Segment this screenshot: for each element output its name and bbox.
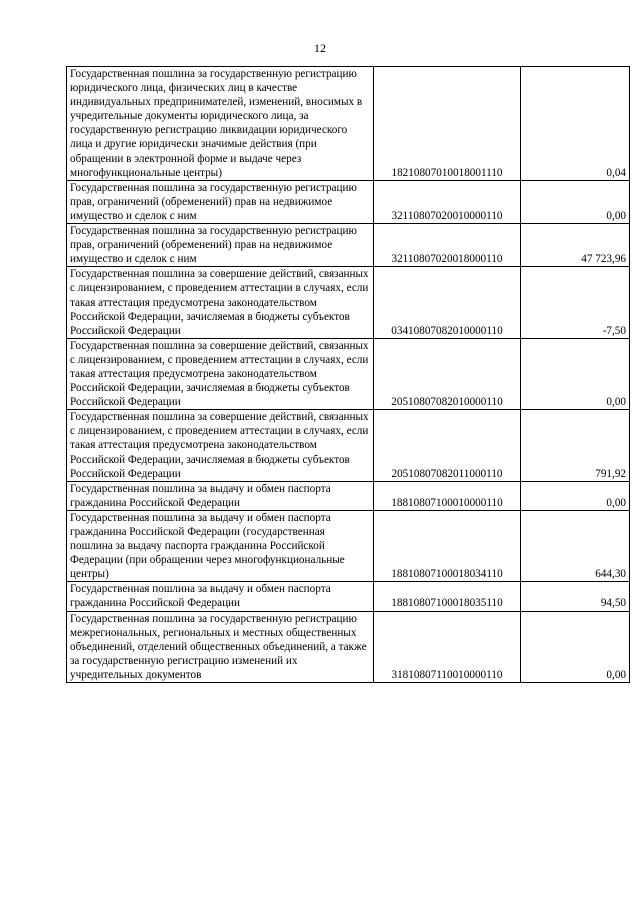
row-description: Государственная пошлина за государственную регистрацию прав, ограничений (обременений) прав на недвижимое имущество и сделок с ним [67, 224, 374, 267]
row-description: Государственная пошлина за выдачу и обмен паспорта гражданина Российской Федерации [67, 481, 374, 510]
table-row [67, 582, 630, 611]
row-description: Государственная пошлина за совершение действий, связанных с лицензированием, с проведением аттестации в случаях, если такая аттестация предусмотрена законодательством Российской Федерации, зачисляемая в бюджеты субъектов Российской Федерации [67, 267, 374, 338]
table-row [67, 338, 630, 409]
row-description: Государственная пошлина за совершение действий, связанных с лицензированием, с проведением аттестации в случаях, если такая аттестация предусмотрена законодательством Российской Федерации, зачисляемая в бюджеты субъектов Российской Федерации [67, 338, 374, 409]
table-row [67, 611, 630, 682]
row-description: Государственная пошлина за выдачу и обмен паспорта гражданина Российской Федерации [67, 582, 374, 611]
row-code: 20510807082010000110 [374, 338, 521, 409]
row-description: Государственная пошлина за совершение действий, связанных с лицензированием, с проведением аттестации в случаях, если такая аттестация предусмотрена законодательством Российской Федерации, зачисляемая в бюджеты субъектов Российской Федерации [67, 410, 374, 481]
row-amount: 0,00 [521, 180, 630, 223]
row-description: Государственная пошлина за государственную регистрацию прав, ограничений (обременений) прав на недвижимое имущество и сделок с ним [67, 180, 374, 223]
row-amount: 0,00 [521, 481, 630, 510]
row-amount: 94,50 [521, 582, 630, 611]
row-code: 20510807082011000110 [374, 410, 521, 481]
row-description: Государственная пошлина за государственную регистрацию юридического лица, физических лиц в качестве индивидуальных предпринимателей, изменений, вносимых в учредительные документы юридического лица, за государственную регистрацию ликвидации юридического лица и другие юридически значимые действия (при обращении в электронной форме и выдаче через многофункциональные центры) [67, 67, 374, 181]
table-row [67, 224, 630, 267]
row-description: Государственная пошлина за государственную регистрацию межрегиональных, региональных и местных общественных объединений, отделений общественных объединений, а также за государственную регистрацию изменений их учредительных документов [67, 611, 374, 682]
row-amount: -7,50 [521, 267, 630, 338]
row-amount: 0,00 [521, 338, 630, 409]
table-row [67, 481, 630, 510]
row-code: 18810807100010000110 [374, 481, 521, 510]
revenue-table [66, 66, 630, 683]
table-row [67, 410, 630, 481]
table-row [67, 180, 630, 223]
row-code: 32110807020010000110 [374, 180, 521, 223]
table-row [67, 67, 630, 181]
row-code: 18210807010018001110 [374, 67, 521, 181]
row-amount: 644,30 [521, 510, 630, 581]
row-description: Государственная пошлина за выдачу и обмен паспорта гражданина Российской Федерации (государственная пошлина за выдачу паспорта гражданина Российской Федерации (при обращении через многофункциональные центры) [67, 510, 374, 581]
row-amount: 0,00 [521, 611, 630, 682]
table-row [67, 510, 630, 581]
table-row [67, 267, 630, 338]
row-code: 32110807020018000110 [374, 224, 521, 267]
row-code: 18810807100018034110 [374, 510, 521, 581]
row-code: 18810807100018035110 [374, 582, 521, 611]
row-amount: 0,04 [521, 67, 630, 181]
row-code: 31810807110010000110 [374, 611, 521, 682]
row-amount: 47 723,96 [521, 224, 630, 267]
row-code: 03410807082010000110 [374, 267, 521, 338]
page-number: 12 [314, 41, 326, 55]
row-amount: 791,92 [521, 410, 630, 481]
revenue-table-body [67, 67, 630, 683]
